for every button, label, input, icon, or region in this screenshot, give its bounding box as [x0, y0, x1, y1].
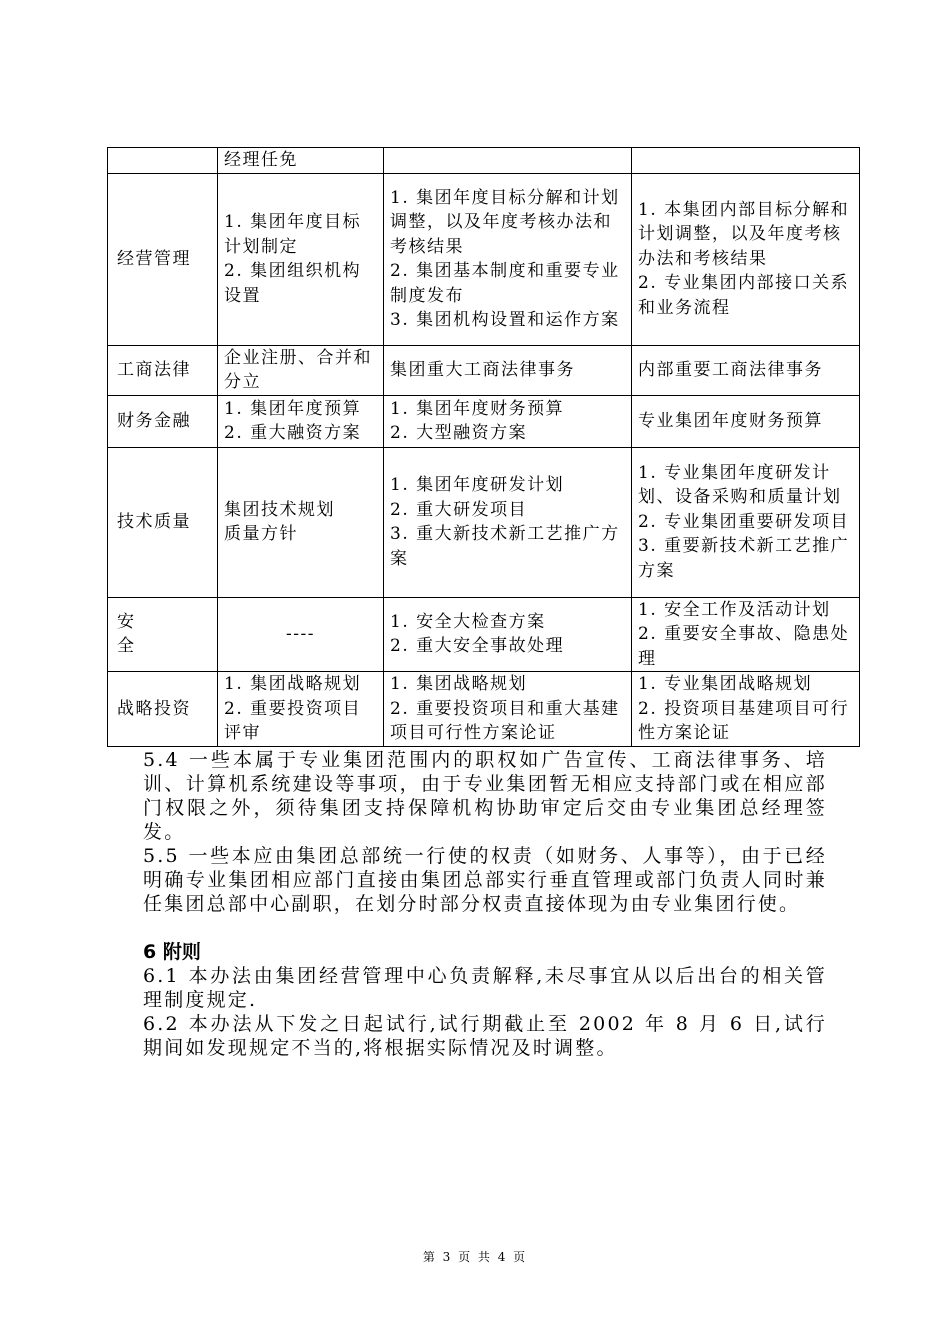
- category-cell: 战略投资: [108, 672, 218, 747]
- col2-cell: [384, 148, 632, 174]
- cell-line: 1. 安全工作及活动计划: [638, 599, 831, 620]
- cell-line: 1. 集团战略规划: [224, 674, 362, 694]
- table-row: [108, 447, 860, 597]
- cell-line: 集团技术规划: [224, 499, 335, 520]
- col3-cell: [632, 447, 860, 597]
- col2-cell: [384, 345, 632, 395]
- cell-line: 1. 专业集团战略规划: [638, 674, 813, 694]
- cell-line: 1. 集团战略规划: [390, 674, 528, 694]
- cell-line: 1. 集团年度目标分解和计划调整，以及年度考核办法和考核结果: [390, 187, 620, 257]
- table-row: [108, 597, 860, 672]
- cell-line: 1. 本集团内部目标分解和计划调整，以及年度考核办法和考核结果: [638, 199, 850, 269]
- cell-line: 2. 专业集团重要研发项目: [638, 511, 850, 532]
- table-row: [108, 173, 860, 345]
- col3-cell: [632, 395, 860, 447]
- cell-line: 专业集团年度财务预算: [638, 410, 823, 431]
- page-number: 第 3 页 共 4 页: [422, 1250, 528, 1264]
- col1-cell: [218, 672, 384, 747]
- col1-cell: [218, 447, 384, 597]
- body-text: [143, 748, 827, 1060]
- cell-line: 2. 投资项目基建项目可行性方案论证: [638, 698, 850, 743]
- cell-line: 2. 专业集团内部接口关系和业务流程: [638, 273, 850, 318]
- category-cell: [108, 148, 218, 174]
- cell-line: 1. 安全大检查方案: [390, 611, 546, 632]
- paragraph-5-4: 5.4 一些本属于专业集团范围内的职权如广告宣传、工商法律事务、培训、计算机系统建设等事项，由于专业集团暂无相应支持部门或在相应部门权限之外，须待集团支持保障机构协助审定后交由专业集团总经理签发。: [143, 749, 827, 843]
- category-cell: 财务金融: [108, 395, 218, 447]
- col1-cell: [218, 173, 384, 345]
- cell-line: 3. 重要新技术新工艺推广方案: [638, 536, 850, 581]
- cell-line: 1. 集团年度预算: [224, 398, 362, 419]
- cell-line: 企业注册、合并和分立: [224, 347, 372, 392]
- category-cell: 经营管理: [108, 173, 218, 345]
- cell-line: 2. 重要安全事故、隐患处理: [638, 624, 850, 669]
- paragraph-5-5: 5.5 一些本应由集团总部统一行使的权责（如财务、人事等），由于已经明确专业集团相应部门直接由集团总部实行垂直管理或部门负责人同时兼任集团总部中心副职，在划分时部分权责直接体现为由专业集团行使。: [143, 845, 827, 915]
- col1-cell: [218, 148, 384, 174]
- paragraph-6-2: 6.2 本办法从下发之日起试行,试行期截止至 2002 年 8 月 6 日,试行期间如发现规定不当的,将根据实际情况及时调整。: [143, 1013, 827, 1059]
- cell-line: ----: [286, 624, 315, 644]
- col3-cell: [632, 148, 860, 174]
- cell-line: 2. 大型融资方案: [390, 423, 528, 443]
- col2-cell: [384, 173, 632, 345]
- col3-cell: [632, 173, 860, 345]
- col2-cell: [384, 672, 632, 747]
- cell-line: 2. 重要投资项目和重大基建项目可行性方案论证: [390, 698, 620, 743]
- table-row: [108, 345, 860, 395]
- col3-cell: [632, 345, 860, 395]
- cell-line: 3. 集团机构设置和运作方案: [390, 310, 620, 330]
- col1-cell: [218, 395, 384, 447]
- cell-line: 2. 集团组织机构设置: [224, 261, 362, 306]
- table-row: [108, 395, 860, 447]
- cell-line: 集团重大工商法律事务: [390, 359, 575, 380]
- category-cell: 工商法律: [108, 345, 218, 395]
- cell-line: 2. 重大研发项目: [390, 499, 528, 520]
- cell-line: 内部重要工商法律事务: [638, 359, 823, 380]
- cell-line: 1. 集团年度研发计划: [390, 475, 565, 495]
- cell-line: 2. 集团基本制度和重要专业制度发布: [390, 261, 620, 306]
- authority-table: [107, 147, 860, 747]
- category-cell: 安 全: [108, 597, 218, 672]
- paragraph-6-1: 6.1 本办法由集团经营管理中心负责解释,未尽事宜从以后出台的相关管理制度规定.: [143, 965, 827, 1011]
- col2-cell: [384, 597, 632, 672]
- cell-line: 2. 重大融资方案: [224, 423, 362, 443]
- category-cell: 技术质量: [108, 447, 218, 597]
- cell-line: 2. 重要投资项目评审: [224, 698, 362, 743]
- cell-line: 经理任免: [224, 150, 298, 170]
- table-row: [108, 148, 860, 174]
- col1-cell: [218, 345, 384, 395]
- section-heading-6: 6 附则: [143, 941, 201, 963]
- cell-line: 2. 重大安全事故处理: [390, 636, 565, 657]
- cell-line: 1. 专业集团年度研发计划、设备采购和质量计划: [638, 462, 842, 508]
- cell-line: 质量方针: [224, 524, 298, 544]
- col1-cell: [218, 597, 384, 672]
- col2-cell: [384, 447, 632, 597]
- col2-cell: [384, 395, 632, 447]
- cell-line: 1. 集团年度目标计划制定: [224, 212, 362, 257]
- table-row: [108, 672, 860, 747]
- col3-cell: [632, 672, 860, 747]
- cell-line: 1. 集团年度财务预算: [390, 398, 565, 419]
- col3-cell: [632, 597, 860, 672]
- cell-line: 3. 重大新技术新工艺推广方案: [390, 524, 620, 569]
